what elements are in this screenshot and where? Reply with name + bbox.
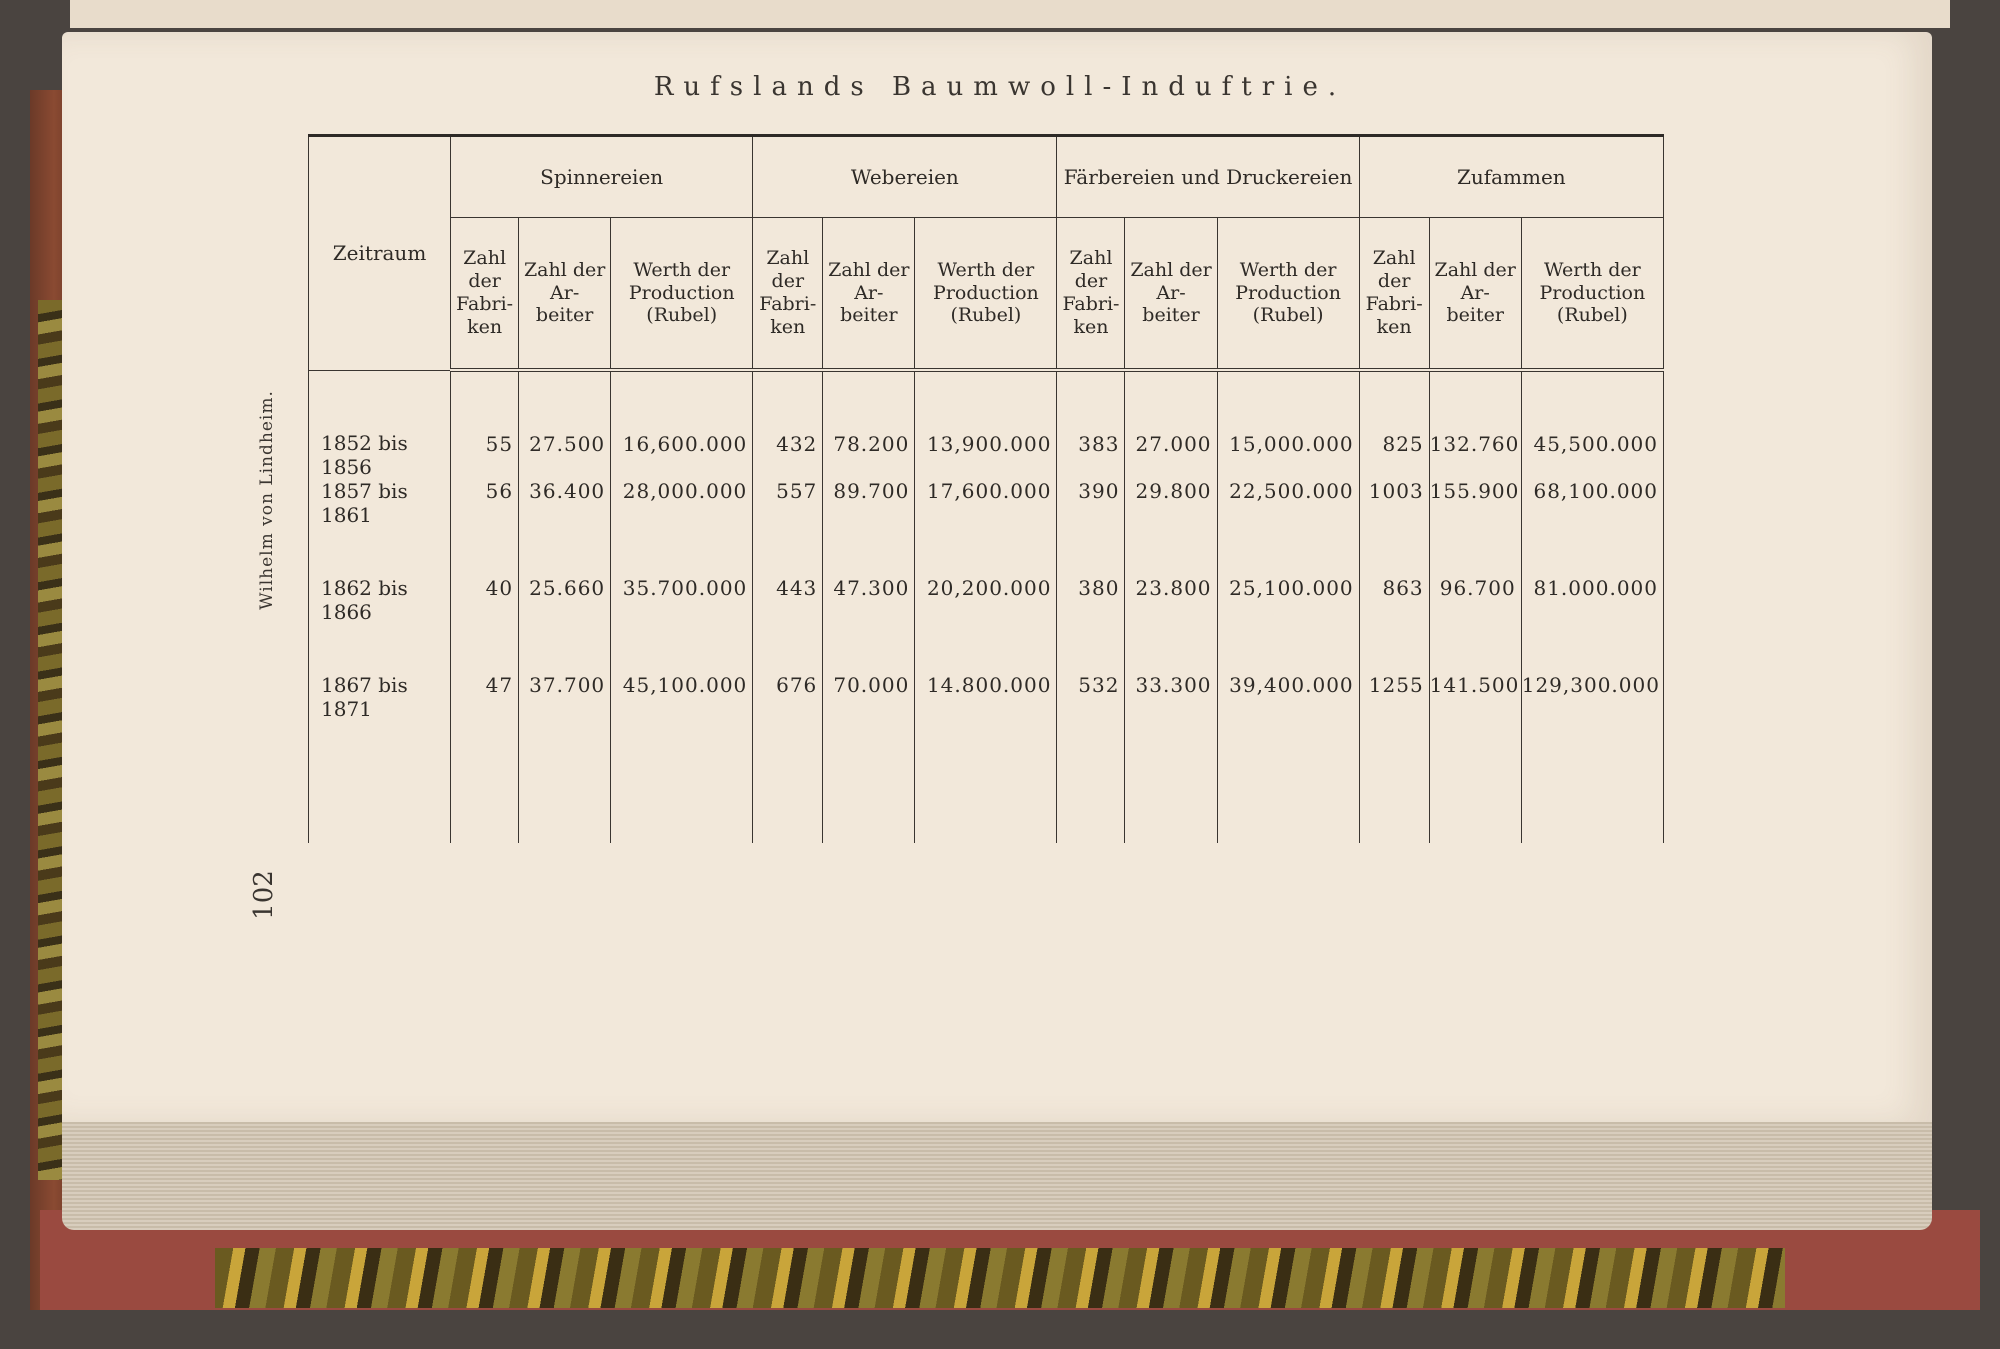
table-cell: 45,500.000 [1521, 370, 1663, 479]
table-cell: 557 [753, 479, 823, 576]
table-cell: 380 [1057, 576, 1125, 673]
group-header: Zufammen [1359, 136, 1663, 218]
table-cell: 81.000.000 [1521, 576, 1663, 673]
table-cell: 33.300 [1125, 673, 1217, 843]
table-cell: 89.700 [823, 479, 915, 576]
group-header-row [309, 136, 1664, 218]
side-author-label: Wilhelm von Lindheim. [257, 390, 277, 610]
table-cell: 390 [1057, 479, 1125, 576]
zeitraum-cell: 1862 bis 1866 [309, 576, 451, 673]
sub-header-row [309, 218, 1664, 371]
statistics-table-container [308, 134, 1664, 924]
zeitraum-cell: 1852 bis 1856 [309, 370, 451, 479]
sub-header: Zahl der Ar- beiter [823, 218, 915, 371]
table-row [309, 370, 1664, 479]
previous-page-edge [70, 0, 1950, 28]
table-cell: 27.500 [519, 370, 611, 479]
table-cell: 78.200 [823, 370, 915, 479]
zeitraum-header: Zeitraum [309, 136, 451, 371]
table-cell: 40 [451, 576, 519, 673]
page-number: 102 [249, 870, 279, 920]
table-cell: 1003 [1359, 479, 1429, 576]
sub-header: Werth der Production (Rubel) [1521, 218, 1663, 371]
table-cell: 1255 [1359, 673, 1429, 843]
table-cell: 36.400 [519, 479, 611, 576]
table-cell: 29.800 [1125, 479, 1217, 576]
sub-header: Werth der Production (Rubel) [611, 218, 753, 371]
table-cell: 132.760 [1429, 370, 1521, 479]
table-cell: 56 [451, 479, 519, 576]
sub-header: Werth der Production (Rubel) [915, 218, 1057, 371]
table-cell: 825 [1359, 370, 1429, 479]
table-cell: 155.900 [1429, 479, 1521, 576]
group-header: Färbereien und Druckereien [1057, 136, 1359, 218]
zeitraum-cell: 1867 bis 1871 [309, 673, 451, 843]
table-cell: 15,000.000 [1217, 370, 1359, 479]
table-cell: 47 [451, 673, 519, 843]
table-cell: 28,000.000 [611, 479, 753, 576]
table-cell: 676 [753, 673, 823, 843]
table-cell: 443 [753, 576, 823, 673]
group-header: Webereien [753, 136, 1057, 218]
table-cell: 16,600.000 [611, 370, 753, 479]
table-cell: 383 [1057, 370, 1125, 479]
group-header: Spinnereien [451, 136, 753, 218]
table-cell: 45,100.000 [611, 673, 753, 843]
table-cell: 863 [1359, 576, 1429, 673]
table-cell: 25.660 [519, 576, 611, 673]
table-cell: 17,600.000 [915, 479, 1057, 576]
table-cell: 13,900.000 [915, 370, 1057, 479]
table-cell: 68,100.000 [1521, 479, 1663, 576]
table-cell: 20,200.000 [915, 576, 1057, 673]
table-cell: 39,400.000 [1217, 673, 1359, 843]
table-cell: 37.700 [519, 673, 611, 843]
table-cell: 47.300 [823, 576, 915, 673]
table-cell: 35.700.000 [611, 576, 753, 673]
table-cell: 96.700 [1429, 576, 1521, 673]
sub-header: Zahl der Ar- beiter [519, 218, 611, 371]
table-cell: 432 [753, 370, 823, 479]
statistics-table [308, 134, 1664, 843]
table-cell: 22,500.000 [1217, 479, 1359, 576]
table-cell: 532 [1057, 673, 1125, 843]
table-cell: 25,100.000 [1217, 576, 1359, 673]
sub-header: Zahl der Fabri- ken [1359, 218, 1429, 371]
sub-header: Zahl der Ar- beiter [1429, 218, 1521, 371]
table-cell: 27.000 [1125, 370, 1217, 479]
sub-header: Werth der Production (Rubel) [1217, 218, 1359, 371]
table-cell: 141.500 [1429, 673, 1521, 843]
table-cell: 70.000 [823, 673, 915, 843]
running-head: Rufslands Baumwoll-Induftrie. [653, 72, 1347, 102]
table-cell: 14.800.000 [915, 673, 1057, 843]
table-row [309, 479, 1664, 576]
sub-header: Zahl der Fabri- ken [451, 218, 519, 371]
sub-header: Zahl der Ar- beiter [1125, 218, 1217, 371]
zeitraum-cell: 1857 bis 1861 [309, 479, 451, 576]
sub-header: Zahl der Fabri- ken [1057, 218, 1125, 371]
marbled-edge-bottom [215, 1248, 1785, 1308]
table-row [309, 576, 1664, 673]
table-row [309, 673, 1664, 843]
table-cell: 55 [451, 370, 519, 479]
table-cell: 129,300.000 [1521, 673, 1663, 843]
table-cell: 23.800 [1125, 576, 1217, 673]
sub-header: Zahl der Fabri- ken [753, 218, 823, 371]
